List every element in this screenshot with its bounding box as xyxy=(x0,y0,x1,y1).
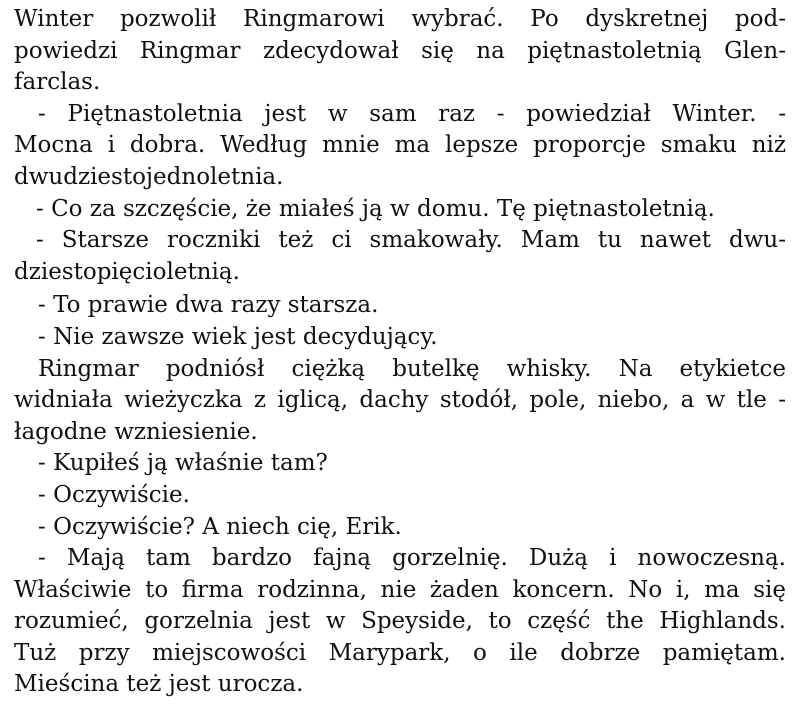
text-line: - Piętnastoletnia jest w sam raz - powiedział Winter. - xyxy=(38,100,786,127)
text-line: widniała wieżyczka z iglicą, dachy stodół, pole, niebo, a w tle - xyxy=(14,387,786,414)
text-line: - Kupiłeś ją właśnie tam? xyxy=(38,450,328,477)
text-line: - Starsze roczniki też ci smakowały. Mam tu nawet dwu- xyxy=(36,227,786,254)
paragraph xyxy=(14,354,786,449)
text-line: Właściwie to firma rodzinna, nie żaden koncern. No i, ma się xyxy=(14,576,786,603)
text-line: Mieścina też jest urocza. xyxy=(14,671,304,698)
paragraph xyxy=(14,194,786,226)
paragraph xyxy=(14,225,786,288)
text-line: rozumieć, gorzelnia jest w Speyside, to część the Highlands. xyxy=(14,608,786,635)
text-line: Ringmar podniósł ciężką butelkę whisky. Na etykietce xyxy=(38,355,786,382)
text-line: łagodne wzniesienie. xyxy=(14,418,258,445)
text-line: Winter pozwolił Ringmarowi wybrać. Po dyskretnej pod- xyxy=(14,6,786,32)
text-line: - Oczywiście. xyxy=(38,481,190,508)
text-line: - To prawie dwa razy starsza. xyxy=(38,292,379,319)
text-line: - Oczywiście? A niech cię, Erik. xyxy=(38,513,402,540)
document-page xyxy=(14,4,786,701)
text-line: powiedzi Ringmar zdecydował się na piętnastoletnią Glen- xyxy=(14,37,786,64)
text-line: - Mają tam bardzo fajną gorzelnię. Dużą i nowoczesną. xyxy=(38,545,786,572)
text-line: - Co za szczęście, że miałeś ją w domu. Tę piętnastoletnią. xyxy=(36,195,715,222)
text-line: Mocna i dobra. Według mnie ma lepsze proporcje smaku niż xyxy=(14,132,786,159)
text-line: dwudziestojednoletnia. xyxy=(14,163,284,190)
paragraph xyxy=(14,4,786,99)
paragraph xyxy=(14,543,786,701)
paragraph xyxy=(14,290,786,322)
paragraph xyxy=(14,448,786,480)
paragraph xyxy=(14,99,786,194)
paragraph xyxy=(14,480,786,512)
text-line: farclas. xyxy=(14,69,101,96)
text-line: - Nie zawsze wiek jest decydujący. xyxy=(38,323,438,350)
text-line: Tuż przy miejscowości Marypark, o ile dobrze pamiętam. xyxy=(14,639,786,666)
paragraph xyxy=(14,512,786,544)
text-line: dziestopięcioletnią. xyxy=(14,258,240,285)
paragraph xyxy=(14,322,786,354)
